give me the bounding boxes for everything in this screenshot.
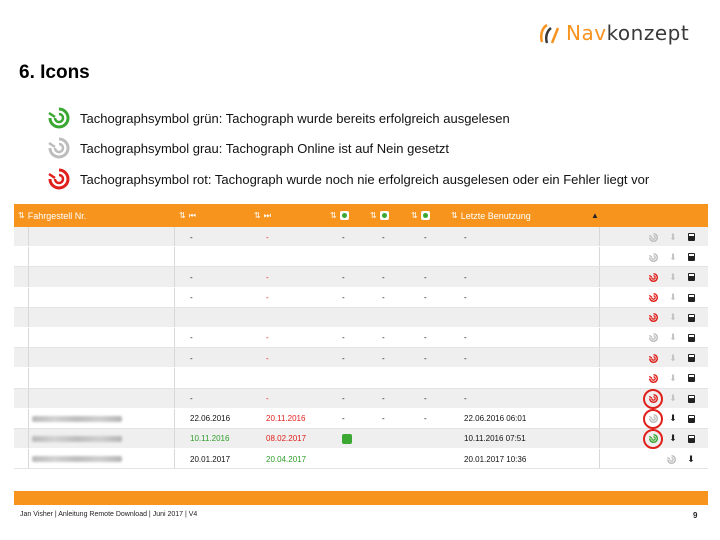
tachograph-red-icon[interactable] [646,368,660,388]
truck-glyph [688,233,695,241]
column-divider [28,368,29,387]
cell-c6: 10.11.2016 07:51 [464,434,526,444]
vehicle-icon[interactable] [684,247,698,267]
highlight-circle [643,429,663,449]
column-divider [28,247,29,266]
vehicle-icon[interactable] [684,368,698,388]
sort-toggle-icon: ⇅ [370,211,377,220]
table-row[interactable] [14,368,708,388]
vehicle-icon[interactable] [684,267,698,287]
tachograph-green-icon[interactable] [646,429,660,449]
truck-glyph [688,395,695,403]
cell-c6: - [464,353,467,363]
redacted-vin [32,456,122,462]
legend-text-red: Tachographsymbol rot: Tachograph wurde noch nie erfolgreich ausgelesen oder ein Fehler liegt vor [80,171,650,187]
sort-asc-icon[interactable]: ▲ [591,211,599,220]
legend-item-green [46,106,510,130]
cell-c5: - [424,293,427,303]
truck-glyph [688,374,695,382]
cell-c2: - [266,272,269,282]
sort-toggle-icon: ⇅ [411,211,418,220]
column-divider [599,409,600,428]
vehicle-icon[interactable] [684,288,698,308]
download-glyph: ⬇ [669,312,677,323]
fahrgestell-cell [32,409,122,429]
column-divider [174,328,175,347]
logo-text-konzept: konzept [606,21,690,45]
cell-c6: - [464,272,467,282]
navkonzept-logo [538,22,710,48]
header-status-3[interactable] [411,204,431,227]
column-divider [599,308,600,327]
column-divider [174,449,175,468]
cell-c5: - [424,272,427,282]
truck-glyph [688,415,695,423]
tachograph-red-icon[interactable] [646,267,660,287]
tachograph-red-icon[interactable] [646,308,660,328]
column-divider [599,368,600,387]
download-icon[interactable] [666,267,680,287]
download-glyph: ⬇ [669,332,677,343]
cell-c4: - [382,414,385,424]
skip-end-icon: ⏭ [263,210,271,220]
download-glyph: ⬇ [669,231,677,242]
download-icon[interactable] [666,429,680,449]
download-glyph: ⬇ [669,292,677,303]
vehicle-icon[interactable] [684,328,698,348]
table-row[interactable] [14,409,708,429]
cell-c3: - [342,353,345,363]
cell-c1: - [190,272,193,282]
header-start-date[interactable] [179,204,199,227]
truck-glyph [688,253,695,261]
cell-c5: - [424,394,427,403]
cell-c3: - [342,272,345,282]
download-glyph: ⬇ [669,413,677,424]
sort-toggle-icon: ⇅ [254,211,261,220]
cell-c3: - [342,293,345,303]
column-divider [28,227,29,246]
column-divider [599,288,600,307]
download-glyph: ⬇ [669,393,677,403]
footer-text: Jan Visher | Anleitung Remote Download | Juni 2017 | V4 [20,511,198,518]
download-glyph: ⬇ [669,433,677,444]
column-divider [28,389,29,408]
cell-c4: - [382,293,385,303]
column-divider [28,288,29,307]
header-status-1[interactable] [330,204,350,227]
vehicle-icon[interactable] [684,429,698,449]
vehicle-table [14,204,708,469]
column-divider [28,429,29,448]
column-divider [28,449,29,468]
download-icon[interactable] [666,308,680,328]
cell-c4: - [382,394,385,403]
column-divider [599,348,600,367]
legend-item-red [46,167,649,191]
download-icon[interactable] [666,409,680,429]
download-icon[interactable] [666,348,680,368]
tachograph-grey-icon[interactable] [646,409,660,429]
cell-c1: - [190,333,193,343]
cell-c3: - [342,333,345,343]
table-header [14,204,708,227]
fahrgestell-cell [32,429,122,449]
logo-text-nav: Nav [566,21,607,45]
redacted-vin [32,416,122,422]
cell-c2: - [266,333,269,343]
download-glyph: ⬇ [669,372,677,383]
column-divider [599,267,600,286]
cell-c1: 22.06.2016 [190,414,231,424]
header-letzte-benutzung[interactable]: ⇅ Letzte Benutzung [451,210,531,221]
page-title: 6. Icons [19,62,90,83]
status-file-icon [421,211,430,220]
column-divider [599,389,600,408]
truck-glyph [688,354,695,362]
download-glyph: ⬇ [669,352,677,363]
column-divider [174,288,175,307]
column-divider [174,409,175,428]
cell-c5: - [424,232,427,242]
cell-c4: - [382,353,385,363]
table-row[interactable] [14,267,708,287]
cell-c1: - [190,293,193,303]
legend-text-grey: Tachographsymbol grau: Tachograph Online ist auf Nein gesetzt [80,140,450,156]
column-divider [599,449,600,468]
table-body [14,227,708,469]
sort-toggle-icon: ⇅ [18,211,25,220]
cell-c3: - [342,414,345,424]
table-row[interactable] [14,308,708,328]
table-row[interactable] [14,389,708,409]
fahrgestell-cell [32,449,122,469]
download-icon[interactable] [666,328,680,348]
sort-toggle-icon: ⇅ [179,211,186,220]
page-number: 9 [693,511,698,520]
legend-item-grey [46,136,449,160]
truck-glyph [688,314,695,322]
table-row[interactable] [14,328,708,348]
cell-c1: 10.11.2016 [190,434,230,444]
column-divider [599,328,600,347]
footer-bar [14,491,708,505]
column-divider [174,429,175,448]
cell-c4: - [382,333,385,343]
column-divider [599,429,600,448]
cell-c4: - [382,272,385,282]
cell-c2: - [266,293,269,303]
status-ok-square [342,434,352,444]
download-icon[interactable] [666,368,680,388]
tachograph-red-icon[interactable] [646,389,660,409]
vehicle-icon[interactable] [684,348,698,368]
column-divider [28,267,29,286]
cell-c6: 20.01.2017 10:36 [464,454,527,464]
sort-toggle-icon: ⇅ [451,211,458,220]
status-ok-icon [342,429,352,449]
table-row[interactable] [14,227,708,247]
table-row[interactable] [14,247,708,267]
cell-c6: - [464,232,467,242]
tachograph-grey-icon [46,136,72,160]
header-fahrgestell[interactable]: ⇅ Fahrgestell Nr. [18,210,87,221]
cell-c2: - [266,394,269,403]
cell-c1: - [190,394,193,403]
download-icon[interactable] [666,247,680,267]
column-divider [174,267,175,286]
download-icon[interactable] [666,389,680,409]
tachograph-grey-icon[interactable] [664,449,678,469]
truck-glyph [688,273,695,281]
column-divider [174,247,175,266]
column-divider [599,227,600,246]
download-glyph: ⬇ [669,251,677,262]
cell-c2: 20.04.2017 [266,454,307,464]
vehicle-icon[interactable] [684,308,698,328]
skip-start-icon: ⏮ [188,210,196,220]
tachograph-grey-icon[interactable] [646,247,660,267]
tachograph-red-icon[interactable] [646,288,660,308]
cell-c6: - [464,333,467,343]
tachograph-red-icon [46,167,72,191]
cell-c5: - [424,333,427,343]
redacted-vin [32,436,122,442]
column-divider [599,247,600,266]
tachograph-grey-icon[interactable] [646,328,660,348]
column-divider [174,348,175,367]
truck-glyph [688,334,695,342]
cell-c4: - [382,232,385,242]
tachograph-red-icon[interactable] [646,348,660,368]
cell-c1: - [190,353,193,363]
column-divider [174,368,175,387]
download-icon[interactable] [684,449,698,469]
cell-c1: - [190,232,193,242]
column-divider [174,227,175,246]
column-divider [28,328,29,347]
tachograph-green-icon [46,106,72,130]
tachograph-grey-icon[interactable] [646,227,660,247]
header-end-date[interactable] [254,204,274,227]
download-icon[interactable] [666,288,680,308]
cell-c1: 20.01.2017 [190,454,231,464]
navkonzept-logo-mark [538,22,564,48]
table-row[interactable] [14,288,708,308]
download-icon[interactable] [666,227,680,247]
cell-c2: 20.11.2016 [266,414,306,424]
column-divider [28,409,29,428]
cell-c5: - [424,353,427,363]
cell-c3: - [342,232,345,242]
cell-c3: - [342,394,345,403]
highlight-circle [643,389,663,409]
vehicle-icon[interactable] [684,389,698,409]
vehicle-icon[interactable] [684,409,698,429]
cell-c2: 08.02.2017 [266,434,307,444]
status-clock-icon [340,211,349,220]
column-divider [174,308,175,327]
cell-c6: - [464,394,467,403]
header-status-2[interactable] [370,204,390,227]
cell-c2: - [266,353,269,363]
legend-text-green: Tachographsymbol grün: Tachograph wurde bereits erfolgreich ausgelesen [80,110,510,126]
cell-c6: - [464,293,467,303]
status-download-icon [380,211,389,220]
download-glyph: ⬇ [687,453,695,464]
cell-c2: - [266,232,269,242]
table-row[interactable] [14,449,708,469]
download-glyph: ⬇ [669,271,677,282]
truck-glyph [688,435,695,443]
sort-toggle-icon: ⇅ [330,211,337,220]
highlight-circle [643,409,663,429]
column-divider [174,389,175,408]
table-row[interactable] [14,348,708,368]
table-row[interactable] [14,429,708,449]
cell-c5: - [424,414,427,424]
column-divider [28,348,29,367]
cell-c6: 22.06.2016 06:01 [464,414,527,424]
vehicle-icon[interactable] [684,227,698,247]
column-divider [28,308,29,327]
truck-glyph [688,294,695,302]
